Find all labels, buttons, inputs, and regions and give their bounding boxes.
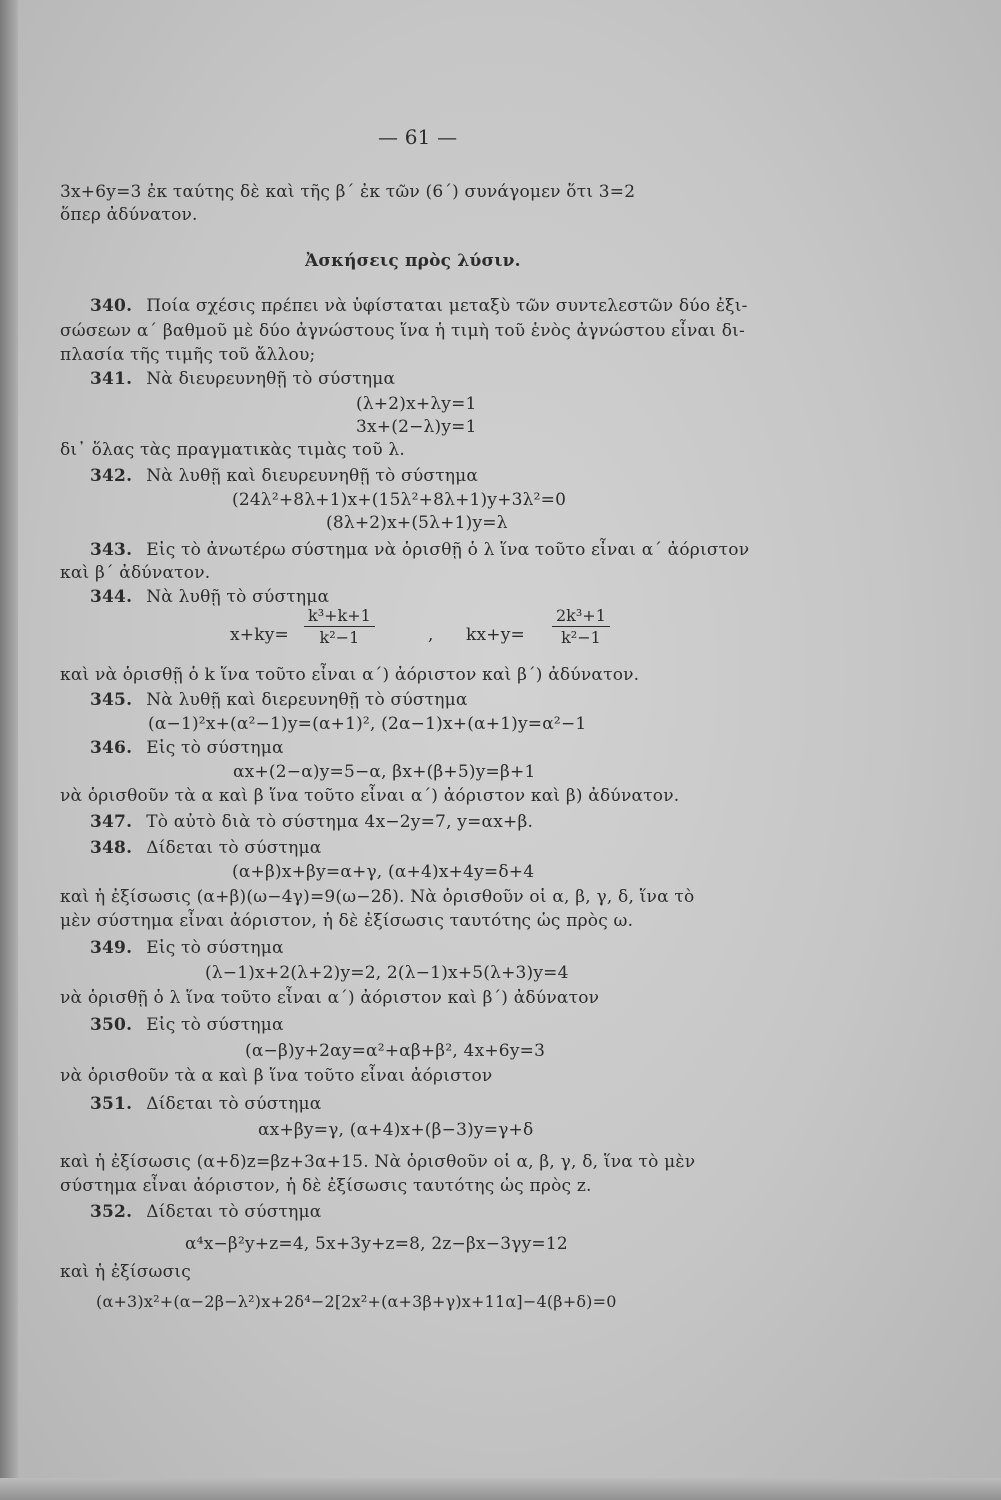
- page-left-edge: [0, 0, 18, 1500]
- exercise-number: 342.: [90, 466, 133, 486]
- exercise-350-line-2: νὰ ὁρισθοῦν τὰ α καὶ β ἵνα τοῦτο εἶναι ἀόριστον: [60, 1066, 493, 1086]
- exercise-number: 343.: [90, 540, 133, 560]
- exercise-344-lhs-1: x+ky=: [230, 625, 289, 645]
- exercise-number: 340.: [90, 296, 133, 316]
- exercise-345-equation: (α−1)²x+(α²−1)y=(α+1)², (2α−1)x+(α+1)y=α²−1: [148, 714, 587, 734]
- exercise-text: Νὰ λυθῇ τὸ σύστημα: [146, 587, 330, 607]
- fraction-numerator: 2k³+1: [552, 607, 610, 627]
- exercise-351-line-2: καὶ ἡ ἐξίσωσις (α+δ)z=βz+3α+15. Νὰ ὁρισθοῦν οἱ α, β, γ, δ, ἵνα τὸ μὲν: [60, 1152, 696, 1172]
- exercise-348-line-3: μὲν σύστημα εἶναι ἀόριστον, ἡ δὲ ἐξίσωσις ταυτότης ὡς πρὸς ω.: [60, 911, 634, 931]
- exercise-344-fraction-1: [304, 607, 375, 647]
- exercise-text: Εἰς τὸ σύστημα: [146, 938, 284, 958]
- exercise-348-line-1: [90, 838, 321, 858]
- exercise-351-line-1: [90, 1094, 321, 1114]
- exercise-352-equation-2: (α+3)x²+(α−2β−λ²)x+2δ⁴−2[2x²+(α+3β+γ)x+11α]−4(β+δ)=0: [96, 1292, 617, 1311]
- exercise-341-line-2: δι᾿ ὅλας τὰς πραγματικὰς τιμὰς τοῦ λ.: [60, 440, 405, 460]
- exercise-text: Νὰ διευρευνηθῇ τὸ σύστημα: [146, 369, 396, 389]
- exercise-344-comma: ,: [428, 625, 434, 645]
- exercise-341-line-1: [90, 369, 395, 389]
- exercise-341-equation-2: 3x+(2−λ)y=1: [356, 417, 477, 437]
- exercise-number: 347.: [90, 812, 133, 832]
- exercise-347-line-1: [90, 812, 533, 832]
- exercise-348-line-2: καὶ ἡ ἐξίσωσις (α+β)(ω−4γ)=9(ω−2δ). Νὰ ὁρισθοῦν οἱ α, β, γ, δ, ἵνα τὸ: [60, 887, 695, 907]
- exercise-351-equation: αx+βy=γ, (α+4)x+(β−3)y=γ+δ: [258, 1120, 534, 1140]
- exercise-344-line-2: καὶ νὰ ὁρισθῇ ὁ k ἵνα τοῦτο εἶναι α΄) ἀόριστον καὶ β΄) ἀδύνατον.: [60, 665, 640, 685]
- exercise-352-line-2: καὶ ἡ ἐξίσωσις: [60, 1262, 191, 1282]
- exercise-number: 349.: [90, 938, 133, 958]
- exercise-346-line-1: [90, 738, 284, 758]
- exercise-text: Δίδεται τὸ σύστημα: [146, 838, 322, 858]
- exercise-340-line-2: σώσεων α΄ βαθμοῦ μὲ δύο ἀγνώστους ἵνα ἡ τιμὴ τοῦ ἑνὸς ἀγνώστου εἶναι δι-: [60, 321, 745, 341]
- exercise-342-equation-1: (24λ²+8λ+1)x+(15λ²+8λ+1)y+3λ²=0: [232, 490, 567, 510]
- exercise-348-equation: (α+β)x+βy=α+γ, (α+4)x+4y=δ+4: [232, 862, 535, 882]
- exercise-344-lhs-2: kx+y=: [466, 625, 525, 645]
- exercise-342-equation-2: (8λ+2)x+(5λ+1)y=λ: [326, 513, 508, 533]
- exercise-352-equation: α⁴x−β²y+z=4, 5x+3y+z=8, 2z−βx−3γy=12: [185, 1234, 568, 1254]
- exercise-number: 344.: [90, 587, 133, 607]
- exercise-number: 345.: [90, 690, 133, 710]
- exercise-346-line-2: νὰ ὁρισθοῦν τὰ α καὶ β ἵνα τοῦτο εἶναι α΄) ἀόριστον καὶ β) ἀδύνατον.: [60, 786, 680, 806]
- exercise-344-fraction-2: [552, 607, 610, 647]
- exercise-text: Ποία σχέσις πρέπει νὰ ὑφίσταται μεταξὺ τῶν συντελεστῶν δύο ἐξι-: [146, 296, 748, 316]
- fraction-numerator: k³+k+1: [304, 607, 375, 627]
- exercise-342-line-1: [90, 466, 478, 486]
- fraction-denominator: k²−1: [319, 628, 360, 647]
- exercise-text: Τὸ αὐτὸ διὰ τὸ σύστημα 4x−2y=7, y=αx+β.: [146, 812, 534, 832]
- exercise-341-equation-1: (λ+2)x+λy=1: [356, 394, 477, 414]
- exercise-346-equation: αx+(2−α)y=5−α, βx+(β+5)y=β+1: [233, 762, 536, 782]
- section-heading: Ἀσκήσεις πρὸς λύσιν.: [305, 251, 521, 271]
- fraction-denominator: k²−1: [561, 628, 601, 647]
- exercise-text: Εἰς τὸ ἀνωτέρω σύστημα νὰ ὁρισθῇ ὁ λ ἵνα τοῦτο εἶναι α΄ ἀόριστον: [146, 540, 750, 560]
- exercise-number: 346.: [90, 738, 133, 758]
- exercise-text: Δίδεται τὸ σύστημα: [146, 1094, 322, 1114]
- exercise-345-line-1: [90, 690, 468, 710]
- intro-line-2: ὅπερ ἀδύνατον.: [60, 205, 198, 225]
- exercise-350-line-1: [90, 1015, 284, 1035]
- exercise-352-line-1: [90, 1202, 321, 1222]
- exercise-text: Δίδεται τὸ σύστημα: [146, 1202, 322, 1222]
- exercise-349-line-2: νὰ ὁρισθῇ ὁ λ ἵνα τοῦτο εἶναι α΄) ἀόριστον καὶ β΄) ἀδύνατον: [60, 988, 600, 1008]
- exercise-340-line-1: [90, 296, 748, 316]
- exercise-text: Νὰ λυθῇ καὶ διευρευνηθῇ τὸ σύστημα: [146, 466, 479, 486]
- exercise-349-equation: (λ−1)x+2(λ+2)y=2, 2(λ−1)x+5(λ+3)y=4: [205, 963, 569, 983]
- exercise-350-equation: (α−β)y+2αy=α²+αβ+β², 4x+6y=3: [245, 1041, 546, 1061]
- exercise-340-line-3: πλασία τῆς τιμῆς τοῦ ἄλλου;: [60, 345, 316, 365]
- page-number: — 61 —: [378, 125, 458, 149]
- exercise-343-line-2: καὶ β΄ ἀδύνατον.: [60, 563, 211, 583]
- exercise-349-line-1: [90, 938, 284, 958]
- exercise-text: Νὰ λυθῇ καὶ διερευνηθῇ τὸ σύστημα: [146, 690, 468, 710]
- exercise-344-line-1: [90, 587, 329, 607]
- exercise-number: 352.: [90, 1202, 133, 1222]
- exercise-text: Εἰς τὸ σύστημα: [146, 1015, 284, 1035]
- exercise-number: 348.: [90, 838, 133, 858]
- intro-line-1: 3x+6y=3 ἐκ ταύτης δὲ καὶ τῆς β΄ ἐκ τῶν (6΄) συνάγομεν ὅτι 3=2: [60, 182, 636, 202]
- exercise-number: 350.: [90, 1015, 133, 1035]
- exercise-number: 351.: [90, 1094, 133, 1114]
- exercise-number: 341.: [90, 369, 133, 389]
- exercise-343-line-1: [90, 540, 749, 560]
- page-bottom-edge: [0, 1478, 1001, 1500]
- exercise-text: Εἰς τὸ σύστημα: [146, 738, 284, 758]
- exercise-351-line-3: σύστημα εἶναι ἀόριστον, ἡ δὲ ἐξίσωσις ταυτότης ὡς πρὸς z.: [60, 1176, 592, 1196]
